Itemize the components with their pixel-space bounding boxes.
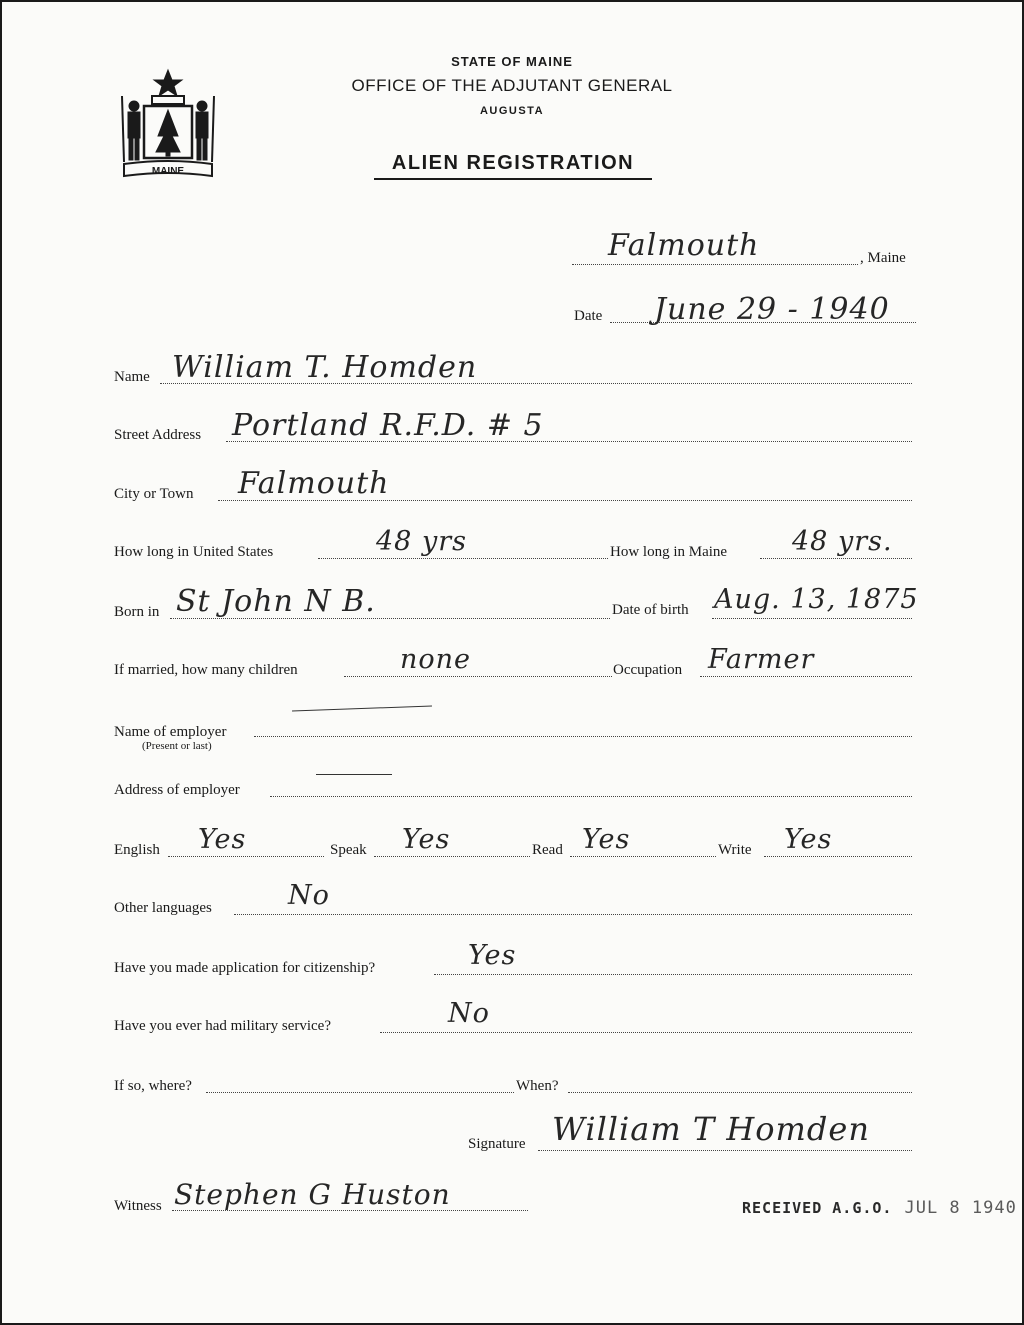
- employer-dash-mark: [292, 706, 432, 712]
- write-line: [764, 856, 912, 857]
- dob-value: Aug. 13, 1875: [714, 584, 919, 615]
- speak-label: Speak: [330, 842, 367, 858]
- occupation-value: Farmer: [708, 644, 815, 675]
- signature-value: William T Homden: [552, 1110, 870, 1148]
- witness-label: Witness: [114, 1198, 162, 1214]
- date-value: June 29 - 1940: [654, 292, 890, 327]
- name-label: Name: [114, 369, 150, 385]
- children-label: If married, how many children: [114, 662, 298, 678]
- military-label: Have you ever had military service?: [114, 1018, 331, 1034]
- signature-line: [538, 1150, 912, 1151]
- citizenship-line: [434, 974, 912, 975]
- received-stamp-date: JUL 8 1940: [904, 1198, 1017, 1218]
- office-heading: OFFICE OF THE ADJUTANT GENERAL: [351, 76, 673, 95]
- maine-suffix: , Maine: [860, 250, 906, 266]
- signature-label: Signature: [468, 1136, 526, 1152]
- other-languages-value: No: [288, 880, 330, 911]
- svg-text:MAINE: MAINE: [151, 166, 185, 177]
- street-label: Street Address: [114, 427, 202, 443]
- children-line: [344, 676, 612, 677]
- other-languages-label: Other languages: [114, 900, 212, 916]
- us-years-label: How long in United States: [114, 544, 274, 560]
- maine-years-line: [760, 558, 912, 559]
- write-label: Write: [718, 842, 752, 858]
- write-value: Yes: [784, 824, 833, 855]
- employer-address-dash-mark: [316, 774, 392, 775]
- received-stamp-text: RECEIVED A.G.O.: [742, 1199, 893, 1217]
- dob-label: Date of birth: [612, 602, 689, 618]
- children-value: none: [400, 644, 472, 675]
- dob-line: [712, 618, 912, 619]
- citizenship-value: Yes: [468, 940, 517, 971]
- witness-value: Stephen G Huston: [174, 1178, 451, 1211]
- english-label: English: [114, 842, 160, 858]
- read-line: [570, 856, 716, 857]
- born-in-label: Born in: [114, 604, 160, 620]
- employer-name-sublabel: (Present or last): [142, 740, 212, 752]
- read-value: Yes: [582, 824, 631, 855]
- us-years-value: 48 yrs: [376, 526, 467, 557]
- citizenship-label: Have you made application for citizenship?: [114, 960, 376, 976]
- english-line: [168, 856, 324, 857]
- where-line: [206, 1092, 514, 1093]
- received-stamp: [742, 1198, 1017, 1218]
- when-line: [568, 1092, 912, 1093]
- english-value: Yes: [198, 824, 247, 855]
- employer-address-label: Address of employer: [114, 782, 240, 798]
- other-languages-line: [234, 914, 912, 915]
- where-label: If so, where?: [114, 1078, 192, 1094]
- state-heading: STATE OF MAINE: [451, 54, 573, 69]
- military-value: No: [448, 998, 490, 1029]
- maine-years-value: 48 yrs.: [792, 526, 893, 557]
- when-label: When?: [516, 1078, 559, 1094]
- city-heading: AUGUSTA: [479, 105, 545, 117]
- us-years-line: [318, 558, 608, 559]
- occupation-line: [700, 676, 912, 677]
- employer-name-label: Name of employer: [114, 724, 227, 740]
- employer-name-line: [254, 736, 912, 737]
- city-label: City or Town: [114, 486, 194, 502]
- date-label: Date: [574, 308, 603, 324]
- speak-value: Yes: [402, 824, 451, 855]
- form-title: ALIEN REGISTRATION: [374, 152, 652, 180]
- read-label: Read: [532, 842, 563, 858]
- name-value: William T. Homden: [172, 350, 478, 385]
- speak-line: [374, 856, 530, 857]
- place-line: [572, 264, 858, 265]
- street-value: Portland R.F.D. # 5: [232, 408, 544, 443]
- place-value: Falmouth: [608, 228, 760, 263]
- military-line: [380, 1032, 912, 1033]
- maine-years-label: How long in Maine: [610, 544, 728, 560]
- employer-address-line: [270, 796, 912, 797]
- born-in-value: St John N B.: [176, 584, 376, 619]
- occupation-label: Occupation: [613, 662, 683, 678]
- city-value: Falmouth: [238, 466, 390, 501]
